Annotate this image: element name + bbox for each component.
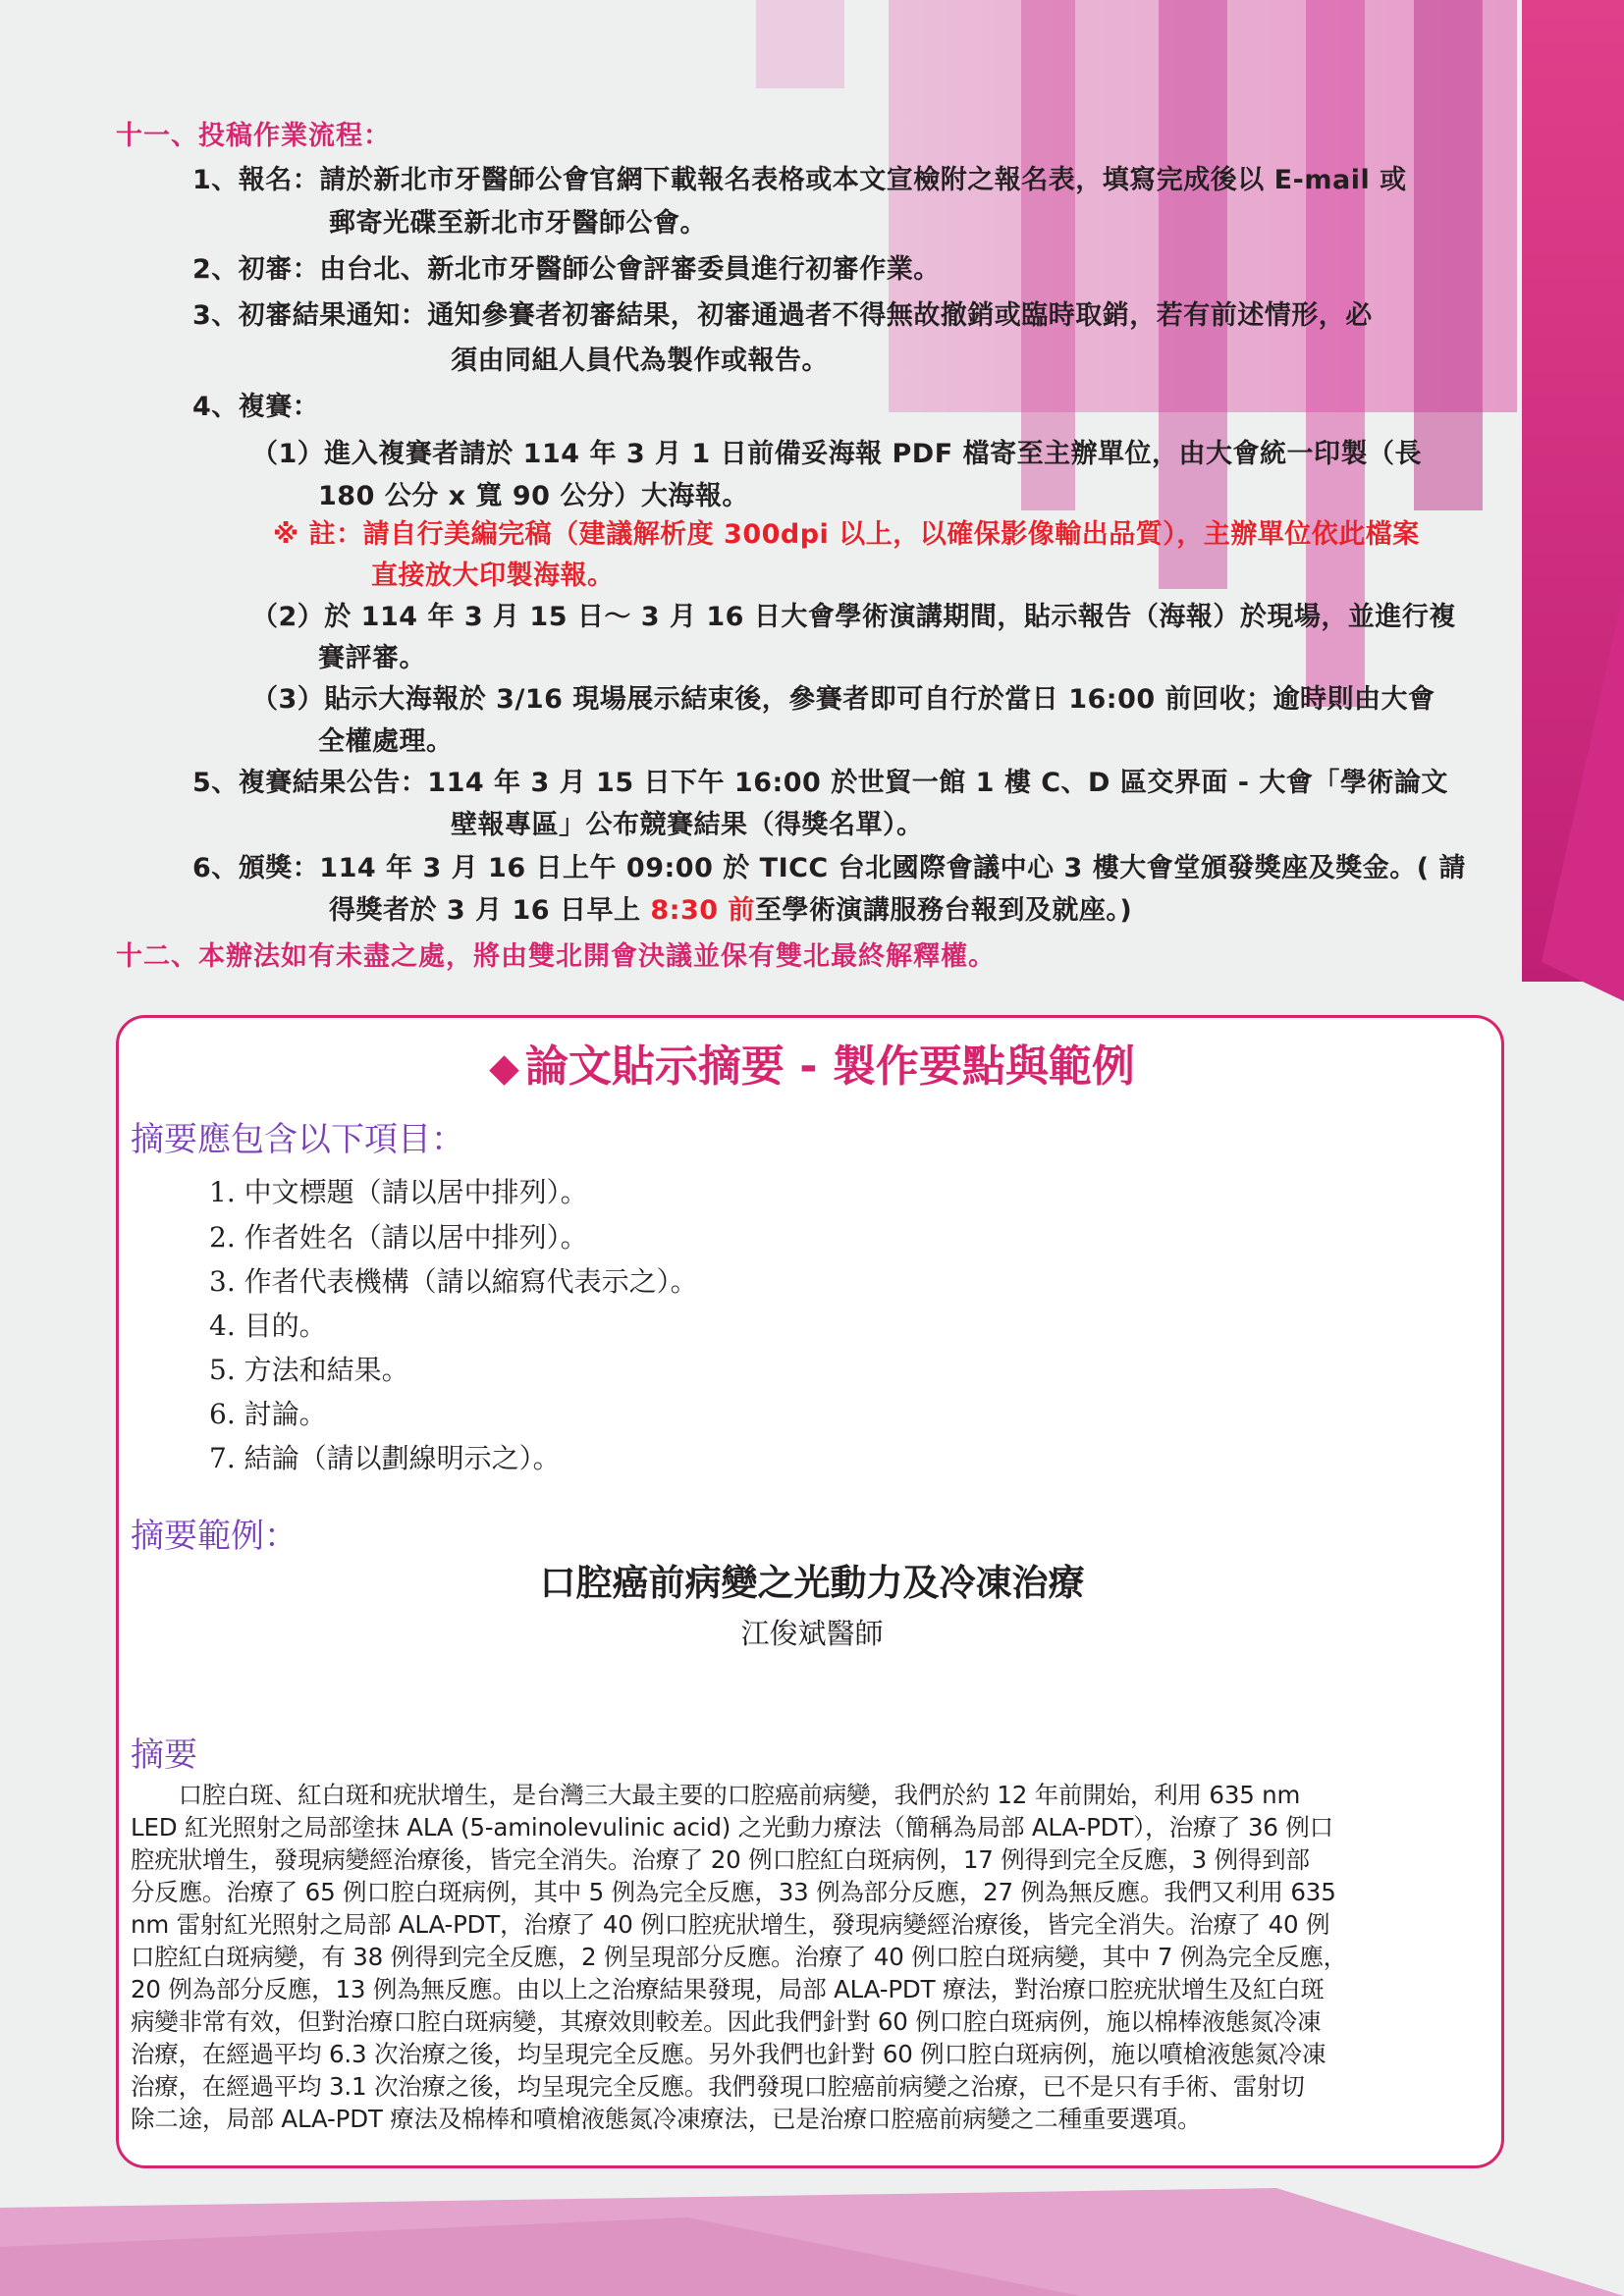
item-6-line-2-post: 至學術演講服務台報到及就座。): [754, 895, 1133, 926]
item-6-line-2-pre: 得獎者於 3 月 16 日早上: [329, 895, 651, 926]
item-5-line-1: 5、複賽結果公告：114 年 3 月 15 日下午 16:00 於世貿一館 1 樓 C、D 區交界面 - 大會「學術論文: [192, 768, 1448, 798]
list-item: 2. 作者姓名（請以居中排列）。: [209, 1221, 588, 1254]
magenta-wedge: [1542, 589, 1624, 1001]
item-6-line-1: 6、頒獎：114 年 3 月 16 日上午 09:00 於 TICC 台北國際會議中心 3 樓大會堂頒發獎座及獎金。( 請: [192, 853, 1466, 883]
list-item: 6. 討論。: [209, 1398, 327, 1430]
item-4-note-line-2: 直接放大印製海報。: [371, 561, 615, 591]
abstract-line: 20 例為部分反應，13 例為無反應。由以上之治療結果發現，局部 ALA-PDT 療法，對治療口腔疣狀增生及紅白斑: [131, 1975, 1325, 2003]
item-1-line-1: 1、報名：請於新北市牙醫師公會官網下載報名表格或本文宣檢附之報名表，填寫完成後以 E-mail 或: [192, 165, 1407, 195]
item-4-note-line-1: ※ 註：請自行美編完稿（建議解析度 300dpi 以上，以確保影像輸出品質），主辦單位依此檔案: [273, 519, 1420, 550]
abstract-line: 口腔紅白斑病變，有 38 例得到完全反應，2 例呈現部分反應。治療了 40 例口腔白斑病變，其中 7 例為完全反應，: [131, 1943, 1347, 1971]
list-item: 4. 目的。: [209, 1309, 327, 1342]
item-4-sub-3-line-1: （3）貼示大海報於 3/16 現場展示結束後，參賽者即可自行於當日 16:00 前回收；逾時則由大會: [251, 684, 1435, 715]
abstract-line: 治療，在經過平均 3.1 次治療之後，均呈現完全反應。我們發現口腔癌前病變之治療，已不是只有手術、雷射切: [131, 2072, 1305, 2101]
item-3-line-1: 3、初審結果通知：通知參賽者初審結果，初審通過者不得無故撤銷或臨時取銷，若有前述情形，必: [192, 300, 1373, 331]
abstract-line: nm 雷射紅光照射之局部 ALA-PDT，治療了 40 例口腔疣狀增生，發現病變經治療後，皆完全消失。治療了 40 例: [131, 1910, 1330, 1939]
item-4-sub-2-line-2: 賽評審。: [318, 643, 426, 673]
example-title: 口腔癌前病變之光動力及冷凍治療: [539, 1562, 1085, 1604]
item-4-sub-3-line-2: 全權處理。: [318, 726, 454, 757]
item-4-sub-2-line-1: （2）於 114 年 3 月 15 日～ 3 月 16 日大會學術演講期間，貼示報告（海報）於現場，並進行複: [251, 602, 1456, 632]
abstract-line: 分反應。治療了 65 例口腔白斑病例，其中 5 例為完全反應，33 例為部分反應，27 例為無反應。我們又利用 635: [131, 1878, 1336, 1906]
item-2-line-1: 2、初審：由台北、新北市牙醫師公會評審委員進行初審作業。: [192, 254, 941, 285]
item-4-label: 4、複賽：: [192, 392, 320, 422]
diamond-icon: ◆: [489, 1045, 519, 1091]
abstract-line: 腔疣狀增生，發現病變經治療後，皆完全消失。治療了 20 例口腔紅白斑病例，17 例得到完全反應，3 例得到部: [131, 1845, 1310, 1874]
pink-bar: [1414, 0, 1483, 510]
must-include-heading: 摘要應包含以下項目：: [131, 1120, 464, 1159]
abstract-line: LED 紅光照射之局部塗抹 ALA (5-aminolevulinic acid) 之光動力療法（簡稱為局部 ALA-PDT），治療了 36 例口: [131, 1813, 1333, 1842]
item-6-time-highlight: 8:30 前: [650, 895, 755, 926]
item-4-sub-1-line-1: （1）進入複賽者請於 114 年 3 月 1 日前備妥海報 PDF 檔寄至主辦單位，由大會統一印製（長: [251, 439, 1423, 469]
bottom-pink-band: [0, 2188, 1624, 2296]
item-4-sub-1-line-2: 180 公分 x 寬 90 公分）大海報。: [318, 481, 749, 511]
abstract-line: 治療，在經過平均 6.3 次治療之後，均呈現完全反應。另外我們也針對 60 例口腔白斑病例，施以噴槍液態氮冷凍: [131, 2040, 1326, 2068]
example-heading: 摘要範例：: [131, 1517, 298, 1556]
abstract-line: 病變非常有效，但對治療口腔白斑病變，其療效則較差。因此我們針對 60 例口腔白斑病例，施以棉棒液態氮冷凍: [131, 2007, 1322, 2036]
item-6-line-2: [329, 888, 1132, 927]
list-item: 7. 結論（請以劃線明示之）。: [209, 1442, 561, 1474]
pink-bar: [756, 0, 844, 88]
abstract-heading: 摘要: [131, 1735, 197, 1775]
item-3-line-2: 須由同組人員代為製作或報告。: [451, 346, 829, 376]
abstract-line: 除二途，局部 ALA-PDT 療法及棉棒和噴槍液態氮冷凍療法，已是治療口腔癌前病變之二種重要選項。: [131, 2105, 1202, 2133]
example-author: 江俊斌醫師: [740, 1617, 884, 1650]
item-1-line-2: 郵寄光碟至新北市牙醫師公會。: [329, 208, 707, 239]
list-item: 5. 方法和結果。: [209, 1354, 409, 1386]
box-title: [0, 1031, 1624, 1094]
item-5-line-2: 壁報專區」公布競賽結果（得獎名單）。: [451, 810, 924, 840]
section-12-title: 十二、本辦法如有未盡之處，將由雙北開會決議並保有雙北最終解釋權。: [116, 941, 996, 972]
section-11-title: 十一、投稿作業流程：: [116, 121, 391, 151]
box-title-text: 論文貼示摘要 - 製作要點與範例: [524, 1041, 1135, 1092]
list-item: 1. 中文標題（請以居中排列）。: [209, 1176, 588, 1208]
list-item: 3. 作者代表機構（請以縮寫代表示之）。: [209, 1265, 698, 1298]
abstract-line: 口腔白斑、紅白斑和疣狀增生，是台灣三大最主要的口腔癌前病變，我們於約 12 年前開始，利用 635 nm: [131, 1781, 1301, 1809]
